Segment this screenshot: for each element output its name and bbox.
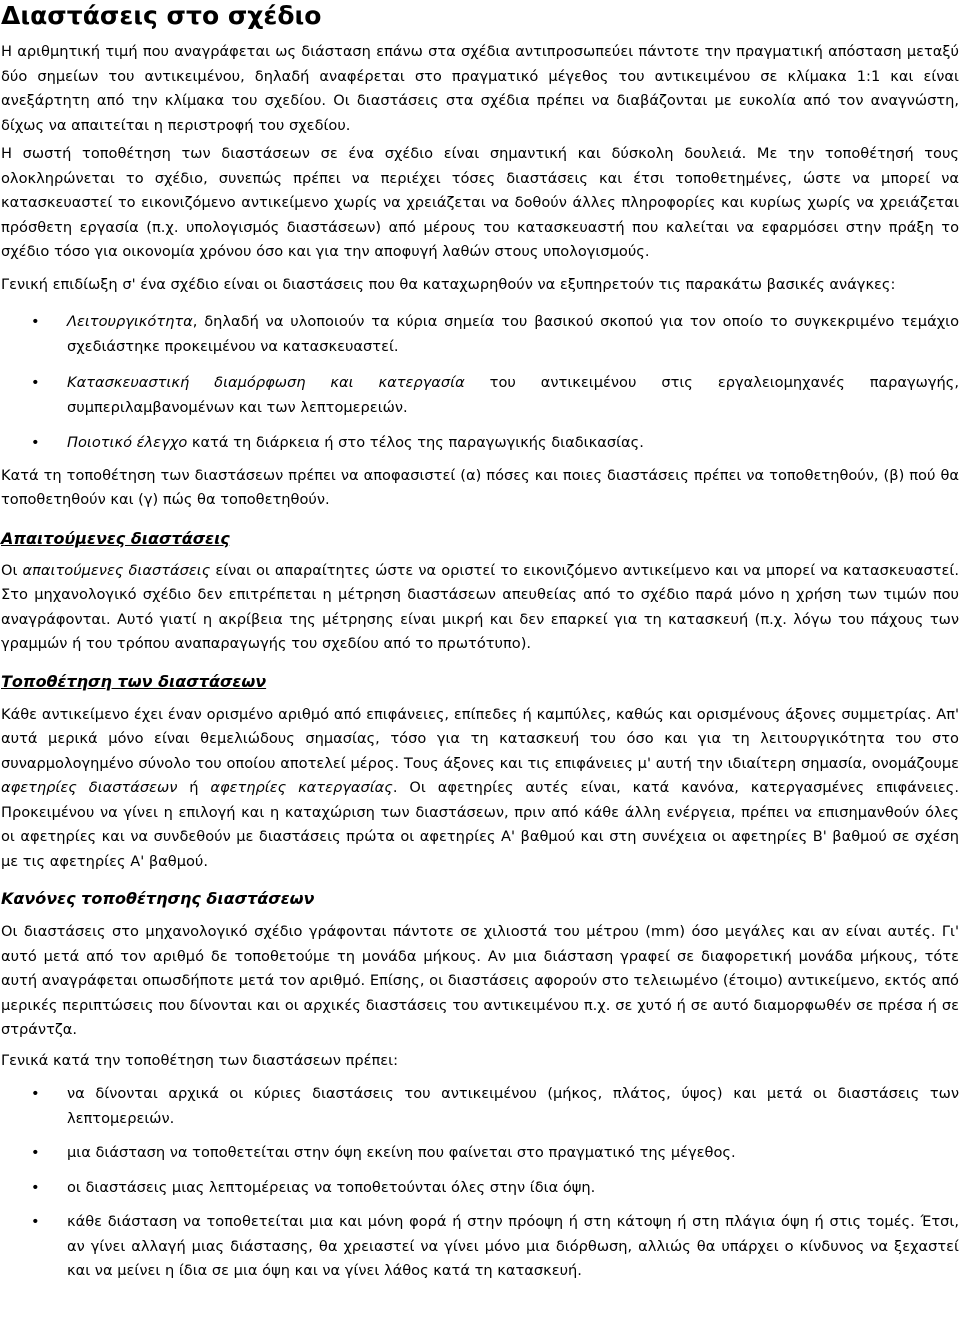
required-paragraph: Οι απαιτούμενες διαστάσεις είναι οι απαραίτητες ώστε να οριστεί το εικονιζόμενο αντικείμενο και να μπορεί να κατασκευαστεί. Στο μηχανολογικό σχέδιο δεν επιτρέπεται η μέτρηση διαστάσεων απευθείας από το σχέδιο παρά μόνο η χρήση των τιμών που αναγράφονται. Αυτό γιατί η ακρίβεια της μέτρησης είναι μικρή και δεν επαρκεί για τη κατασκευή (π.χ. λόγω του πάχους των γραμμών ή του τρόπου αναπαραγωγής του σχεδίου από το πρωτότυπο). xyxy=(1,561,959,652)
rules-list xyxy=(1,1082,959,1284)
rules-paragraph-2: Γενικά κατά την τοποθέτηση των διαστάσεων πρέπει: xyxy=(1,1051,399,1069)
list-item: • Ποιοτικό έλεγχο κατά τη διάρκεια ή στο τέλος της παραγωγικής διαδικασίας. xyxy=(1,431,959,456)
section-heading-required: Απαιτούμενες διαστάσεις xyxy=(1,528,230,548)
intro-paragraph-2: Η σωστή τοποθέτηση των διαστάσεων σε ένα σχέδιο είναι σημαντική και δύσκολη δουλειά. Με την τοποθέτησή τους ολοκληρώνεται το σχέδιο, συνεπώς πρέπει να περιέχει τόσες διαστάσεις και έτσι τοποθετημένες, ώστε να μπορεί να κατασκευαστεί το εικονιζόμενο αντικείμενο χωρίς να χρειάζεται να δοθούν άλλες πληροφορίες και κυρίως χωρίς να χρειάζεται πρόσθετη εργασία (π.χ. υπολογισμός διαστάσεων) από μέρους του κατασκευαστή που καλείται να εφαρμόσει στην πράξη το σχέδιο τόσο για οικονομία χρόνου όσο και για την αποφυγή λαθών στους υπολογισμούς. xyxy=(1,145,959,260)
intro-paragraph-3: Γενική επιδίωξη σ' ένα σχέδιο είναι οι διαστάσεις που θα καταχωρηθούν να εξυπηρετούν τις παρακάτω βασικές ανάγκες: xyxy=(1,275,896,293)
list-item: • μια διάσταση να τοποθετείται στην όψη εκείνη που φαίνεται στο πραγματικό της μέγεθος. xyxy=(1,1141,959,1166)
section-heading-placement: Τοποθέτηση των διαστάσεων xyxy=(1,671,267,691)
after-needs-paragraph: Κατά τη τοποθέτηση των διαστάσεων πρέπει να αποφασιστεί (α) πόσες και ποιες διαστάσεις πρέπει να τοποθετηθούν, (β) πού θα τοποθετηθούν και (γ) πώς θα τοποθετηθούν. xyxy=(1,466,959,508)
intro-paragraph-1: Η αριθμητική τιμή που αναγράφεται ως διάσταση επάνω στα σχέδια αντιπροσωπεύει πάντοτε την πραγματική απόσταση μεταξύ δύο σημείων του αντικειμένου, δηλαδή αναφέρεται στο πραγματικό μέγεθος του αντικειμένου σε κλίμακα 1:1 και είναι ανεξάρτητη από την κλίμακα του σχεδίου. Οι διαστάσεις στα σχέδια πρέπει να διαβάζονται με ευκολία από τον αναγνώστη, δίχως να απαιτείται η περιστροφή του σχεδίου. xyxy=(1,43,959,134)
section-heading-rules: Κανόνες τοποθέτησης διαστάσεων xyxy=(1,889,315,908)
page-title: Διαστάσεις στο σχέδιο xyxy=(1,1,322,30)
needs-term: Κατασκευαστική διαμόρφωση και κατεργασία xyxy=(67,374,465,391)
list-item: • κάθε διάσταση να τοποθετείται μια και μόνη φορά ή στην πρόοψη ή στη κάτοψη ή στη πλάγια όψη ή στις τομές. Έτσι, αν γίνει αλλαγή μιας διάστασης, θα χρειαστεί να γίνει μόνο μια διόρθωση, αλλιώς θα υπάρχει ο κίνδυνος να ξεχαστεί και να μείνει η ίδια σε μια όψη και να γίνει λάθος κατά τη κατασκευή. xyxy=(1,1210,959,1284)
list-item: • οι διαστάσεις μιας λεπτομέρειας να τοποθετούνται όλες στην ίδια όψη. xyxy=(1,1176,959,1201)
placement-paragraph: Κάθε αντικείμενο έχει έναν ορισμένο αριθμό από επιφάνειες, επίπεδες ή καμπύλες, καθώς και ορισμένους άξονες συμμετρίας. Απ' αυτά μερικά μόνο είναι θεμελιώδους σημασίας, τόσο για τη κατασκευή του όσο και για τη λειτουργικότητα του στο συναρμολογημένο σύνολο του οποίου αποτελεί μέρος. Τους άξονες και τις επιφάνειες μ' αυτή την ιδιαίτερη σημασία, ονομάζουμε αφετηρίες διαστάσεων ή αφετηρίες κατεργασίας. Οι αφετηρίες αυτές είναι, κατά κανόνα, κατεργασμένες επιφάνειες. Προκειμένου να γίνει η επιλογή και η καταχώριση των διαστάσεων, πριν από κάθε άλλη ενέργεια, πρέπει να επισημανθούν όλες οι αφετηρίες και να συνδεθούν με διαστάσεις πρώτα οι αφετηρίες Α' βαθμού και στη συνέχεια οι αφετηρίες Β' βαθμού σε σχέση με τις αφετηρίες Α' βαθμού. xyxy=(1,705,959,870)
rules-paragraph-1: Οι διαστάσεις στο μηχανολογικό σχέδιο γράφονται πάντοτε σε χιλιοστά του μέτρου (mm) όσο μεγάλες και αν είναι αυτές. Γι' αυτό μετά από τον αριθμό δε τοποθετούμε τη μονάδα μήκους. Αν μια διάσταση γραφεί σε διαφορετική μονάδα μήκους, τότε αυτή αναγράφεται οπωσδήποτε μετά τον αριθμό. Επίσης, οι διαστάσεις αφορούν στο τελειωμένο (έτοιμο) αντικείμενο, εκτός από μερικές περιπτώσεις που δίνονται και οι αρχικές διαστάσεις του αντικειμένου π.χ. σε χυτό ή σε αυτό διαμορφωθέν σε πρέσα ή σε στράντζα. xyxy=(1,923,959,1038)
list-item: • να δίνονται αρχικά οι κύριες διαστάσεις του αντικειμένου (μήκος, πλάτος, ύψος) και μετά οι διαστάσεις των λεπτομερειών. xyxy=(1,1082,959,1131)
list-item: • Κατασκευαστική διαμόρφωση και κατεργασία του αντικειμένου στις εργαλειομηχανές παραγωγής, συμπεριλαμβανομένων και των λεπτομερειών. xyxy=(1,371,959,420)
list-item: • Λειτουργικότητα, δηλαδή να υλοποιούν τα κύρια σημεία του βασικού σκοπού για τον οποίο το συγκεκριμένο τεμάχιο σχεδιάστηκε προκειμένου να κατασκευαστεί. xyxy=(1,310,959,359)
needs-term: Ποιοτικό έλεγχο xyxy=(67,434,188,451)
needs-term: Λειτουργικότητα xyxy=(67,313,193,330)
needs-list xyxy=(1,310,959,456)
